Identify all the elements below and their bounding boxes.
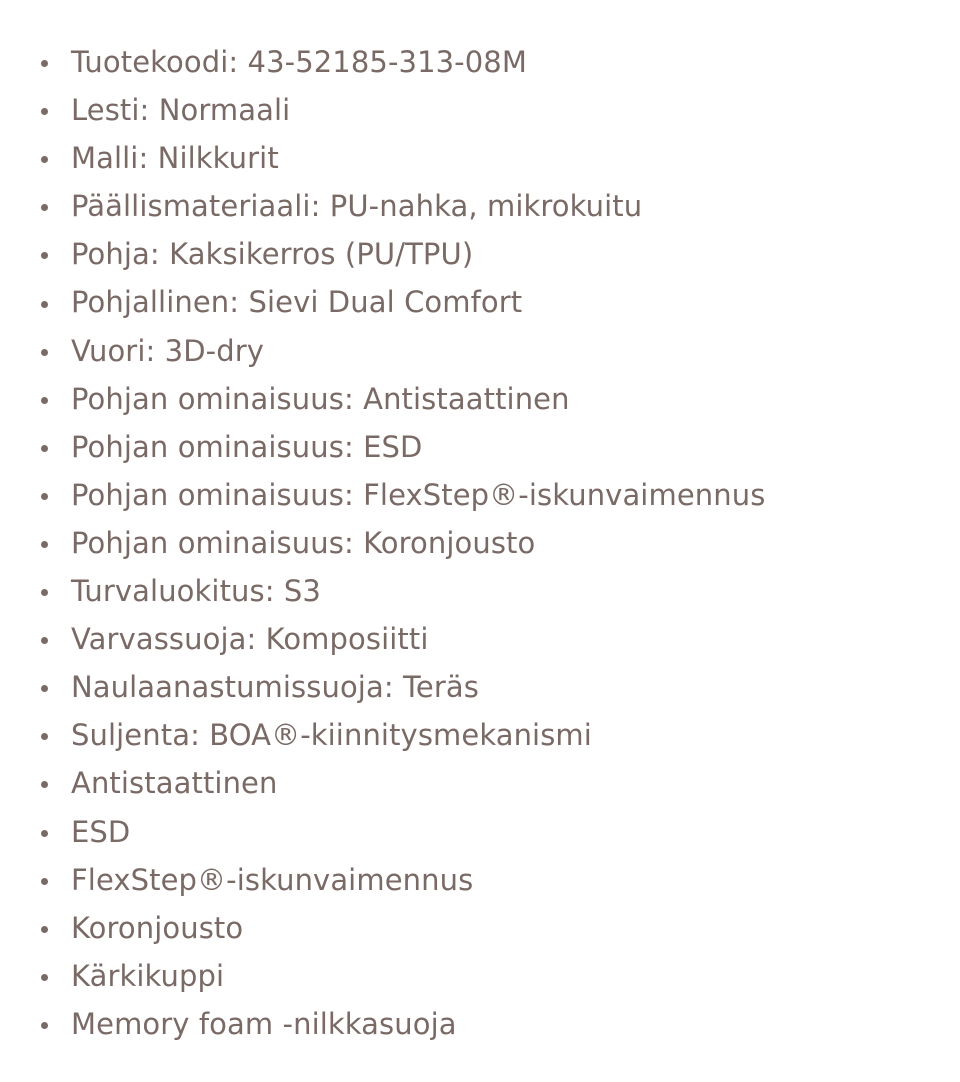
spec-text: FlexStep®-iskunvaimennus — [71, 862, 474, 897]
bullet-icon — [41, 733, 48, 740]
spec-text: Pohjan ominaisuus: Antistaattinen — [71, 381, 570, 416]
spec-text: Pohjallinen: Sievi Dual Comfort — [71, 285, 523, 320]
spec-text: Antistaattinen — [71, 766, 278, 801]
list-item — [0, 567, 960, 615]
list-item — [0, 182, 960, 230]
bullet-icon — [41, 589, 48, 596]
bullet-icon — [41, 685, 48, 692]
bullet-icon — [41, 637, 48, 644]
list-item — [0, 808, 960, 856]
list-item — [0, 471, 960, 519]
list-item — [0, 1000, 960, 1048]
list-item — [0, 615, 960, 663]
bullet-icon — [41, 397, 48, 404]
bullet-icon — [41, 878, 48, 885]
bullet-icon — [41, 1022, 48, 1029]
spec-text: Tuotekoodi: 43-52185-313-08M — [71, 45, 527, 79]
spec-text: Pohjan ominaisuus: FlexStep®-iskunvaimennus — [71, 477, 766, 512]
spec-text: Pohja: Kaksikerros (PU/TPU) — [71, 237, 474, 272]
spec-text: Pohjan ominaisuus: Koronjousto — [71, 525, 536, 560]
list-item — [0, 423, 960, 471]
spec-text: Vuori: 3D-dry — [71, 333, 265, 368]
spec-text: ESD — [71, 814, 131, 849]
spec-text: Päällismateriaali: PU-nahka, mikrokuitu — [71, 189, 643, 224]
spec-text: Koronjousto — [71, 910, 244, 945]
list-item — [0, 134, 960, 182]
list-item — [0, 952, 960, 1000]
spec-text: Varvassuoja: Komposiitti — [71, 622, 429, 657]
bullet-icon — [41, 252, 48, 259]
bullet-icon — [41, 926, 48, 933]
list-item — [0, 327, 960, 375]
spec-text: Pohjan ominaisuus: ESD — [71, 429, 423, 464]
list-item — [0, 856, 960, 904]
spec-text: Naulaanastumissuoja: Teräs — [71, 670, 479, 705]
spec-text: Memory foam -nilkkasuoja — [71, 1006, 457, 1041]
bullet-icon — [41, 108, 48, 115]
bullet-icon — [41, 60, 48, 67]
bullet-icon — [41, 301, 48, 308]
list-item — [0, 86, 960, 134]
list-item — [0, 278, 960, 326]
list-item — [0, 230, 960, 278]
list-item — [0, 663, 960, 711]
spec-text: Suljenta: BOA®-kiinnitysmekanismi — [71, 718, 592, 753]
bullet-icon — [41, 830, 48, 837]
bullet-icon — [41, 781, 48, 788]
bullet-icon — [41, 445, 48, 452]
list-item — [0, 38, 960, 86]
bullet-icon — [41, 349, 48, 356]
spec-text: Kärkikuppi — [71, 958, 225, 993]
bullet-icon — [41, 156, 48, 163]
product-spec-list — [0, 38, 960, 1048]
list-item — [0, 711, 960, 759]
bullet-icon — [41, 204, 48, 211]
list-item — [0, 375, 960, 423]
list-item — [0, 759, 960, 807]
spec-text: Malli: Nilkkurit — [71, 141, 279, 176]
bullet-icon — [41, 541, 48, 548]
list-item — [0, 904, 960, 952]
spec-text: Turvaluokitus: S3 — [71, 574, 321, 609]
bullet-icon — [41, 974, 48, 981]
spec-text: Lesti: Normaali — [71, 93, 291, 128]
list-item — [0, 519, 960, 567]
bullet-icon — [41, 493, 48, 500]
